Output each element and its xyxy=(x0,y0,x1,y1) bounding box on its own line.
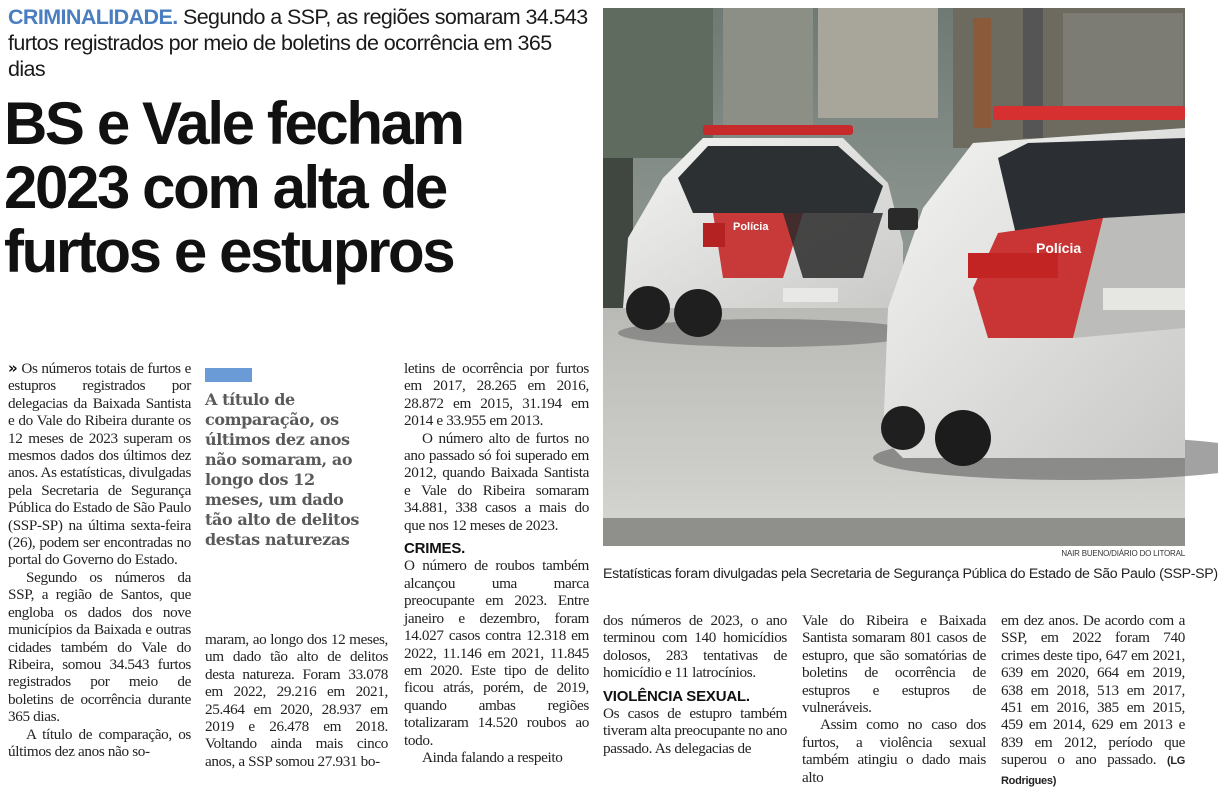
car-label-back: Polícia xyxy=(733,221,769,233)
car-label-front: Polícia xyxy=(1036,240,1082,256)
subhead-violencia-sexual: VIOLÊNCIA SEXUAL. xyxy=(603,687,750,705)
paragraph-text: em dez anos. De acordo com a SSP, em 2022 foram 740 crimes deste tipo, 647 em 2021, 639 em 2020, 664 em 2019, 638 em 2018, 513 em 2017, 451 em 2016, 385 em 2015, 459 em 2014, 629 em 2013 e 839 em 2012, período que superou o ano passado. xyxy=(1001,612,1185,769)
paragraph: O número alto de furtos no ano passado só foi superado em 2012, quando Baixada Santista e Vale do Ribeira somaram 34.881, 338 casos a mais do que nos 12 meses de 2023. xyxy=(404,429,589,534)
subhead-crimes: CRIMES. xyxy=(404,540,466,558)
paragraph: maram, ao longo dos 12 meses, um dado tão alto de delitos desta natureza. Foram 33.078 em 2022, 29.216 em 2021, 25.464 em 2020, 28.937 em 2019 e 26.478 em 2018. Voltando ainda mais cinco anos, a SSP somou 27.931 bo- xyxy=(205,631,388,770)
photo-credit: NAIR BUENO/DIÁRIO DO LITORAL xyxy=(1061,549,1185,558)
paragraph: Ainda falando a respeito xyxy=(422,748,563,766)
kicker xyxy=(8,4,593,82)
headline: BS e Vale fecham 2023 com alta de furtos e estupros xyxy=(4,90,463,285)
article-column-3 xyxy=(404,360,589,766)
pull-quote: A título de comparação, os últimos dez anos não somaram, ao longo dos 12 meses, um dado tão alto de delitos destas naturezas xyxy=(205,390,360,549)
paragraph: dos números de 2023, o ano terminou com 140 homicídios dolosos, 283 tentativas de homicídio e 11 latrocínios. xyxy=(603,612,787,682)
article-column-5 xyxy=(802,612,986,786)
byline: (LG Rodrigues) xyxy=(1001,755,1185,787)
kicker-tag: CRIMINALIDADE. xyxy=(8,5,178,29)
paragraph: Os casos de estupro também tiveram alta preocupante no ano passado. As delegacias de xyxy=(603,705,787,757)
paragraph xyxy=(1001,612,1185,790)
paragraph xyxy=(8,360,191,569)
kicker-text: Segundo a SSP, as regiões somaram 34.543 furtos registrados por meio de boletins de ocorrência em 365 dias xyxy=(8,5,588,81)
paragraph: O número de roubos também alcançou uma marca preocupante em 2023. Entre janeiro e dezembro, foram 14.027 casos contra 12.318 em 2022, 11.146 em 2021, 11.845 em 2020. Este tipo de delito ficou atrás, porém, de 2019, quando ambas regiões totalizaram 14.520 roubos ao todo. xyxy=(404,557,589,749)
paragraph: Assim como no caso dos furtos, a violência sexual também atingiu o dado mais alto xyxy=(802,716,986,786)
chevron-right-icon: » xyxy=(8,359,18,377)
article-column-4 xyxy=(603,612,787,757)
article-column-2 xyxy=(205,631,388,770)
photo-caption: Estatísticas foram divulgadas pela Secretaria de Segurança Pública do Estado de São Paulo (SSP-SP) xyxy=(603,566,1218,582)
police-cars-photo xyxy=(603,8,1185,546)
paragraph: Vale do Ribeira e Baixada Santista somaram 801 casos de estupro, que são somatórias de boletins de ocorrência de estupros e estupros de vulneráveis. xyxy=(802,612,986,717)
paragraph-text: Os números totais de furtos e estupros registrados por delegacias da Baixada Santista e do Vale do Ribeira durante os 12 meses de 2023 superam os mesmos dados dos últimos dez anos. As estatísticas, divulgadas pela Secretaria de Segurança Pública do Estado de São Paulo (SSP-SP) na última sexta-feira (26), podem ser encontradas no portal do Governo do Estado. xyxy=(8,360,191,569)
paragraph: Segundo os números da SSP, a região de Santos, que engloba os dados dos nove municípios da Baixada e outras cidades também do Vale do Ribeira, somou 34.543 furtos registrados por meio de boletins de ocorrência durante 365 dias. xyxy=(8,568,191,726)
article-column-6 xyxy=(1001,612,1185,790)
pull-quote-bar xyxy=(205,368,252,382)
article-column-1 xyxy=(8,360,191,760)
paragraph: letins de ocorrência por furtos em 2017, 28.265 em 2016, 28.872 em 2015, 31.194 em 2014 e 33.955 em 2013. xyxy=(404,360,589,430)
paragraph: A título de comparação, os últimos dez anos não so- xyxy=(8,725,191,760)
